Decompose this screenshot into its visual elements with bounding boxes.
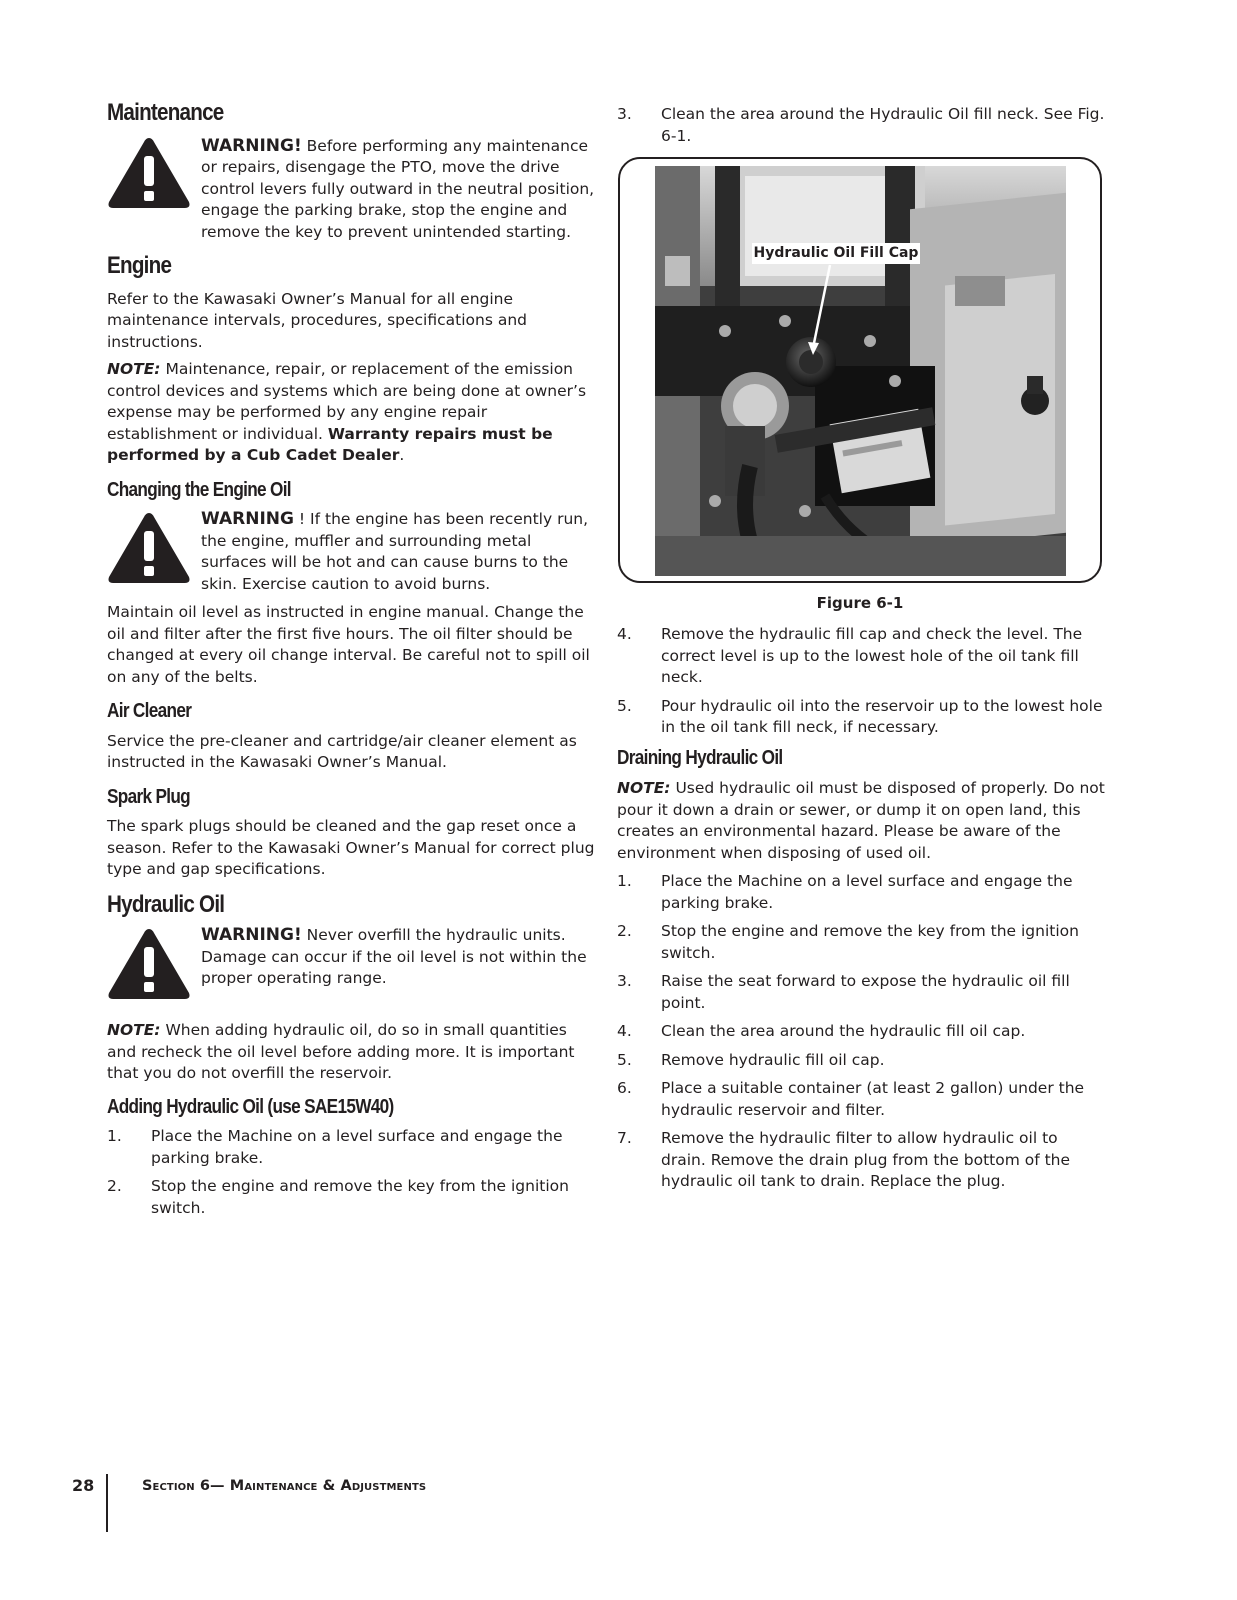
note-label: NOTE: <box>107 1021 161 1039</box>
hydraulic-photo <box>655 166 1066 576</box>
warning-icon <box>107 927 191 1001</box>
machine-photo-illustration <box>655 166 1066 576</box>
step-number: 2. <box>107 1177 122 1195</box>
draining-steps-list <box>617 871 1107 1193</box>
warning-label: WARNING! <box>201 135 302 156</box>
list-item <box>617 1128 1107 1193</box>
list-item <box>107 1126 597 1169</box>
engine-oil-paragraph: Maintain oil level as instructed in engine manual. Change the oil and filter after the first five hours. The oil filter should be changed at every oil change interval. Be careful not to spill oil on any of the belts. <box>107 603 590 686</box>
engine-oil-warning <box>107 509 597 595</box>
warning-text: ! If the engine has been recently run, the engine, muffler and surrounding metal surfaces will be hot and can cause burns to the skin. Exercise caution to avoid burns. <box>201 510 589 593</box>
air-cleaner-paragraph: Service the pre-cleaner and cartridge/air cleaner element as instructed in the Kawasaki Owner’s Manual. <box>107 731 577 771</box>
adding-hydraulic-oil-heading: Adding Hydraulic Oil (use SAE15W40) <box>107 1095 394 1118</box>
note-text: Maintenance, repair, or replacement of the emission control devices and systems which are being done at owner’s expense may be performed by any engine repair establishment or individual. <box>107 360 587 443</box>
warning-label: WARNING! <box>201 925 302 945</box>
maintenance-warning <box>107 136 597 244</box>
list-item <box>617 871 1107 914</box>
hydraulic-note <box>107 1020 597 1085</box>
warning-text: Before performing any maintenance or repairs, disengage the PTO, move the drive control levers fully outward in the neutral position, engage the parking brake, stop the engine and remove the key to prevent unintended starting. <box>201 136 595 241</box>
list-item <box>617 1078 1107 1121</box>
list-item <box>617 696 1107 739</box>
figure-caption: Figure 6-1 <box>816 594 904 612</box>
spark-plug-paragraph: The spark plugs should be cleaned and the gap reset once a season. Refer to the Kawasaki Owner’s Manual for correct plug type and gap specifications. <box>107 817 595 878</box>
step-number: 1. <box>617 872 632 890</box>
step-text: Place the Machine on a level surface and engage the parking brake. <box>151 1127 563 1167</box>
figure-callout-label: Hydraulic Oil Fill Cap <box>753 245 919 261</box>
warning-icon <box>107 136 191 210</box>
left-column <box>107 100 597 1226</box>
engine-oil-heading: Changing the Engine Oil <box>107 478 291 501</box>
note-label: NOTE: <box>107 360 161 378</box>
maintenance-heading: Maintenance <box>107 99 224 126</box>
step-number: 5. <box>617 1050 632 1069</box>
step-number: 1. <box>107 1127 122 1145</box>
engine-heading: Engine <box>107 252 172 279</box>
hydraulic-oil-heading: Hydraulic Oil <box>107 890 225 918</box>
list-item <box>617 624 1107 689</box>
page-number: 28 <box>72 1476 95 1495</box>
step-number: 3. <box>617 972 632 990</box>
footer-divider <box>106 1474 108 1532</box>
step-text: Stop the engine and remove the key from the ignition switch. <box>661 922 1079 962</box>
step-text: Clean the area around the Hydraulic Oil fill neck. See Fig. 6-1. <box>661 105 1105 145</box>
step-text: Remove the hydraulic fill cap and check the level. The correct level is up to the lowest hole of the oil tank fill neck. <box>661 625 1083 686</box>
list-item <box>107 1176 597 1219</box>
note-text: When adding hydraulic oil, do so in small quantities and recheck the oil level before adding more. It is important that you do not overfill the reservoir. <box>107 1021 575 1082</box>
step-text: Clean the area around the hydraulic fill oil cap. <box>661 1022 1026 1040</box>
draining-note <box>617 778 1107 864</box>
warning-text: Never overfill the hydraulic units. Damage can occur if the oil level is not within the proper operating range. <box>201 926 587 987</box>
right-column-bottom <box>617 624 1107 1200</box>
step-number: 6. <box>617 1079 632 1097</box>
step-number: 7. <box>617 1129 632 1147</box>
list-item <box>617 971 1107 1014</box>
right-column-top <box>617 104 1107 154</box>
step-text: Stop the engine and remove the key from the ignition switch. <box>151 1177 569 1217</box>
section-title: Section 6— Maintenance & Adjustments <box>142 1478 427 1494</box>
fill-steps-list-continued <box>617 624 1107 739</box>
note-bold-text: Warranty repairs must be performed by a Cub Cadet Dealer <box>107 424 553 464</box>
list-item <box>617 921 1107 964</box>
adding-steps-list <box>107 1126 597 1219</box>
fill-steps-list <box>617 104 1107 147</box>
note-end: . <box>399 446 405 464</box>
step-text: Remove hydraulic fill oil cap. <box>661 1050 885 1069</box>
step-number: 2. <box>617 922 632 940</box>
list-item <box>617 1021 1107 1043</box>
hydraulic-warning <box>107 925 597 1005</box>
step-text: Remove the hydraulic filter to allow hydraulic oil to drain. Remove the drain plug from the bottom of the hydraulic oil tank to drain. Replace the plug. <box>661 1129 1071 1190</box>
step-number: 4. <box>617 625 632 643</box>
note-label: NOTE: <box>617 779 671 797</box>
warning-label: WARNING <box>201 509 294 529</box>
step-number: 4. <box>617 1022 632 1040</box>
step-text: Place the Machine on a level surface and engage the parking brake. <box>661 872 1073 912</box>
list-item <box>617 1050 1107 1072</box>
emission-note <box>107 359 597 467</box>
step-number: 5. <box>617 696 632 715</box>
step-text: Pour hydraulic oil into the reservoir up to the lowest hole in the oil tank fill neck, if necessary. <box>661 696 1103 736</box>
note-text: Used hydraulic oil must be disposed of properly. Do not pour it down a drain or sewer, or dump it on open land, this creates an environmental hazard. Please be aware of the environment when disposing of used oil. <box>617 779 1105 862</box>
list-item <box>617 104 1107 147</box>
step-number: 3. <box>617 105 632 123</box>
draining-hydraulic-oil-heading: Draining Hydraulic Oil <box>617 746 783 769</box>
warning-icon <box>107 511 191 585</box>
air-cleaner-heading: Air Cleaner <box>107 700 192 722</box>
step-text: Place a suitable container (at least 2 gallon) under the hydraulic reservoir and filter. <box>661 1079 1085 1119</box>
spark-plug-heading: Spark Plug <box>107 785 190 808</box>
step-text: Raise the seat forward to expose the hydraulic oil fill point. <box>661 972 1070 1012</box>
engine-paragraph: Refer to the Kawasaki Owner’s Manual for all engine maintenance intervals, procedures, specifications and instructions. <box>107 289 527 351</box>
